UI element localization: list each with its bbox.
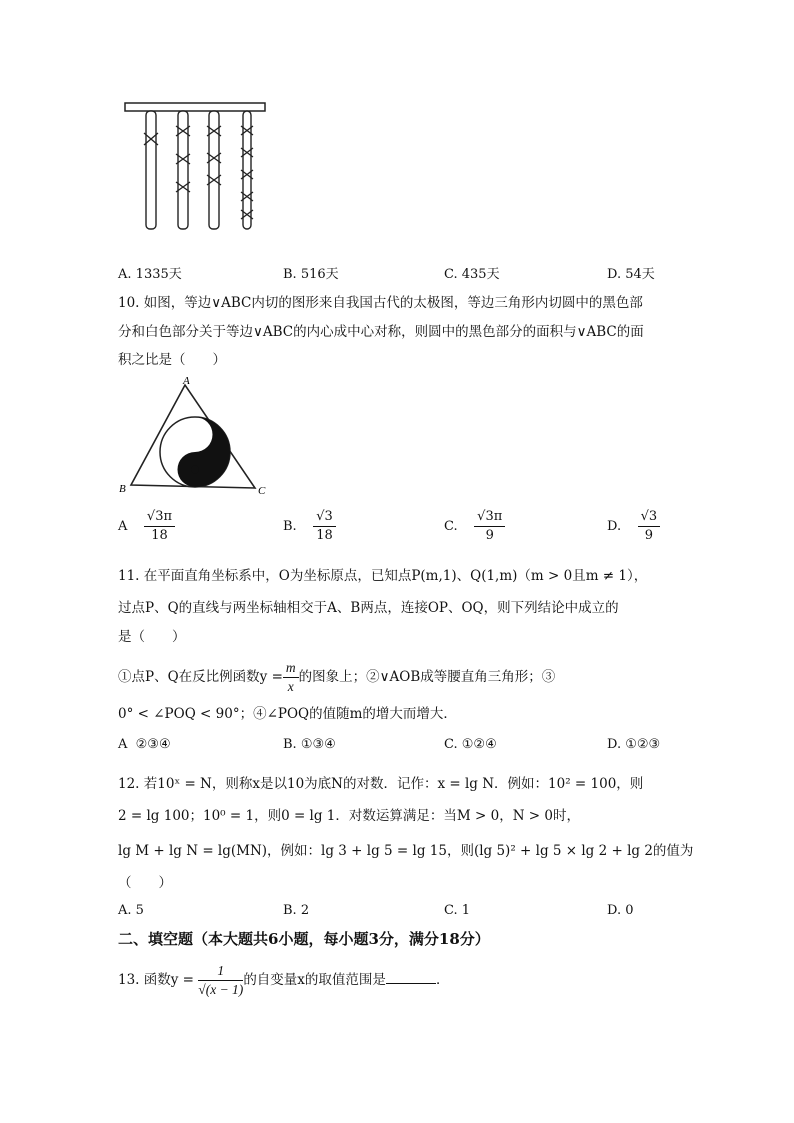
q12-line-1: 12. 若10ˣ = N，则称x是以10为底N的对数．记作：x = lg N．例如：10² = 100，则 [118,776,644,792]
q9-option-b: B. 516天 [283,267,339,282]
q11-option-d: D. ①②③ [607,737,661,752]
q10-option-c: C. $\frac{√3\pi}{9}$ [444,508,505,546]
q11-line-2: 过点P、Q的直线与两坐标轴相交于A、B两点，连接OP、OQ，则下列结论中成立的 [118,600,619,616]
q10-option-a: A $\frac{√3\pi}{18}$ [118,508,175,546]
q10-line-2: 分和白色部分关于等边∨ABC的内心成中心对称，则圆中的黑色部分的面积与∨ABC的面 [118,324,644,340]
q11-line-5: 0° < ∠POQ < 90°；④∠POQ的值随m的增大而增大． [118,706,457,722]
q10-option-b: B. $\frac{√3}{18}$ [283,508,336,546]
taiji-triangle-figure [115,375,275,500]
q10-option-c-fraction: $\frac{√3\pi}{9}$ [474,508,505,545]
q10-line-3: 积之比是（ ） [118,352,226,368]
q10-option-d-fraction: $\frac{√3}{9}$ [638,508,661,545]
q9-option-d: D. 54天 [607,267,655,282]
vertex-label-b: B [119,483,126,495]
q11-option-c: C. ①②④ [444,737,497,752]
q10-option-d: D. $\frac{√3}{9}$ [607,508,660,546]
section-2-heading: 二、填空题（本大题共6小题，每小题3分，满分18分） [118,930,490,948]
q12-option-b: B. 2 [283,903,310,918]
q12-line-3: lg M + lg N = lg(MN)，例如：lg 3 + lg 5 = lg 15，则(lg 5)² + lg 5 × lg 2 + lg 2的值为 [118,843,694,859]
q12-option-a: A. 5 [118,903,144,918]
q11-option-b: B. ①③④ [283,737,336,752]
q9-option-c: C. 435天 [444,267,500,282]
q13-line: 13. 函数y = $\frac{1}{√(x - 1)}$ 的自变量x的取值范围是 ． [118,963,450,997]
q11-line-1: 11. 在平面直角坐标系中，O为坐标原点，已知点P(m,1)、Q(1,m)（m > 0且m ≠ 1）， [118,568,648,584]
vertex-label-a: A [183,375,190,387]
answer-blank[interactable] [386,969,436,984]
q10-option-b-fraction: $\frac{√3}{18}$ [313,508,336,545]
q10-option-a-fraction: $\frac{√3\pi}{18}$ [144,508,175,545]
q11-line-3: 是（ ） [118,629,186,645]
q11-line-4: ①点P、Q在反比例函数y = $\frac{m}{x}$ 的图象上；②∨AOB成等腰直角三角形；③ [118,660,556,694]
q9-option-a: A. 1335天 [118,267,182,282]
q12-option-d: D. 0 [607,903,634,918]
q12-line-4: （ ） [118,875,172,891]
q11-option-a: A ②③④ [118,737,171,752]
q10-line-1: 10. 如图，等边∨ABC内切的图形来自我国古代的太极图，等边三角形内切圆中的黑色部 [118,295,643,311]
q13-fraction: $\frac{1}{√(x - 1)}$ [198,963,244,997]
q12-option-c: C. 1 [444,903,471,918]
q12-line-2: 2 = lg 100；10⁰ = 1，则0 = lg 1．对数运算满足：当M > 0，N > 0时， [118,808,580,824]
vertex-label-c: C [258,485,266,497]
knotted-ropes-figure [120,98,275,238]
q11-fraction: $\frac{m}{x}$ [283,659,299,696]
